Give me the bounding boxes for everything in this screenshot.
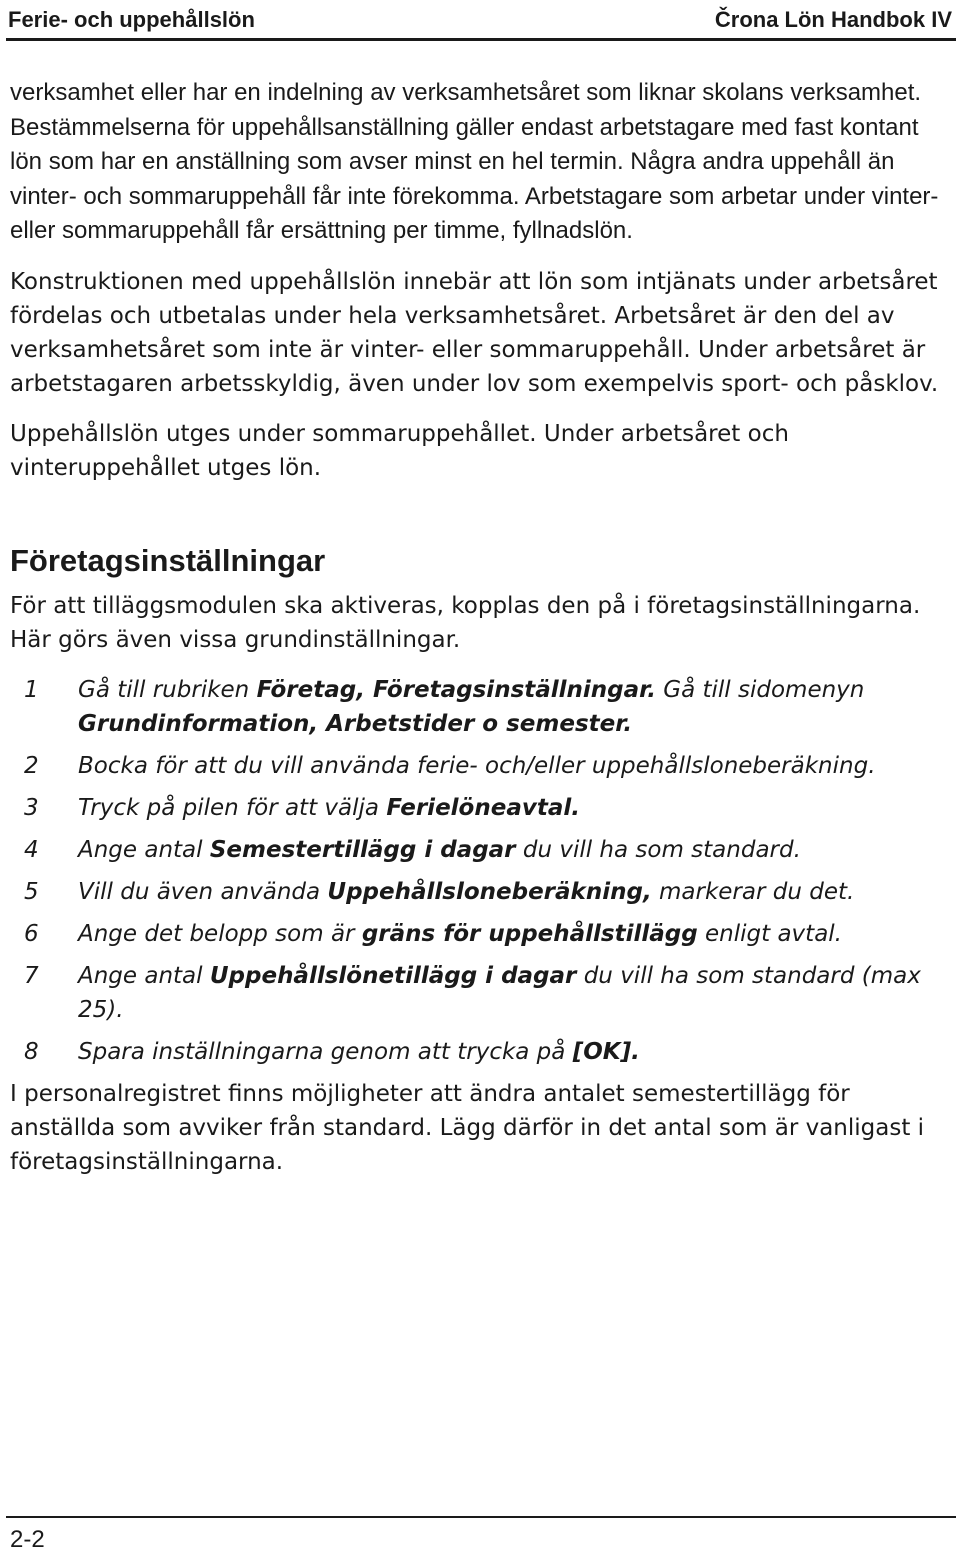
header-divider [6,38,956,41]
body-paragraph-2: Konstruktionen med uppehållslön innebär att lön som intjänats under arbetsåret fördelas och utbetalas under hela verksamhetsåret. Arbetsåret är den del av verksamhetsåret som inte är vinter- eller sommaruppehåll. Under arbetsåret är arbetstagaren arbetsskyldig, även under lov som exempelvis sport- och påsklov. [10,268,939,397]
page-number: 2-2 [10,1526,45,1553]
closing-paragraph: I personalregistret finns möjligheter att ändra antalet semestertillägg för anställda som avviker från standard. Lägg därför in det antal som är vanligast i företagsinställningarna. [10,1080,925,1175]
step-number: 6 [24,920,39,947]
chapter-title: Ferie- och uppehållslön [8,7,255,32]
footer-divider [6,1516,956,1518]
step-number: 2 [24,752,39,779]
page-header [8,4,952,36]
step-number: 1 [24,676,39,703]
list-item [10,959,950,1027]
step-text: Vill du även använda Uppehållsloneberäkning, markerar du det. [78,878,855,905]
step-text: Gå till rubriken Företag, Företagsinställningar. Gå till sidomenyn Grundinformation, Arbetstider o semester. [78,676,865,737]
step-text: Tryck på pilen för att välja Ferielöneavtal. [78,794,580,821]
step-number: 4 [24,836,39,863]
list-item [10,673,950,741]
manual-title: Črona Lön Handbok IV [714,7,952,32]
step-number: 8 [24,1038,39,1065]
step-number: 3 [24,794,39,821]
section-intro: För att tilläggsmodulen ska aktiveras, kopplas den på i företagsinställningarna. Här görs även vissa grundinställningar. [10,592,921,653]
body-paragraph-3: Uppehållslön utges under sommaruppehållet. Under arbetsåret och vinteruppehållet utges lön. [10,420,789,481]
list-item [10,1035,950,1069]
instruction-list [10,673,950,1069]
list-item [10,749,950,783]
list-item [10,791,950,825]
list-item [10,917,950,951]
step-number: 5 [24,878,39,905]
step-text: Ange det belopp som är gräns för uppehållstillägg enligt avtal. [78,920,842,947]
page-content [10,76,950,1195]
list-item [10,833,950,867]
list-item [10,875,950,909]
step-text: Bocka för att du vill använda ferie- och/eller uppehållsloneberäkning. [78,752,876,779]
body-paragraph-1: verksamhet eller har en indelning av verksamhetsåret som liknar skolans verksamhet. Bestämmelserna för uppehållsanställning gäller endast arbetstagare med fast kontant lön som har en anställning som avser minst en hel termin. Några andra uppehåll än vinter- och sommaruppehåll får inte förekomma. Arbetstagare som arbetar under vinter- eller sommaruppehåll får ersättning per timme, fyllnadslön. [10,79,939,244]
step-number: 7 [24,962,39,989]
step-text: Spara inställningarna genom att trycka på [OK]. [78,1038,640,1065]
section-heading: Företagsinställningar [10,542,326,578]
step-text: Ange antal Semestertillägg i dagar du vill ha som standard. [78,836,801,863]
step-text: Ange antal Uppehållslönetillägg i dagar du vill ha som standard (max 25). [78,962,921,1023]
